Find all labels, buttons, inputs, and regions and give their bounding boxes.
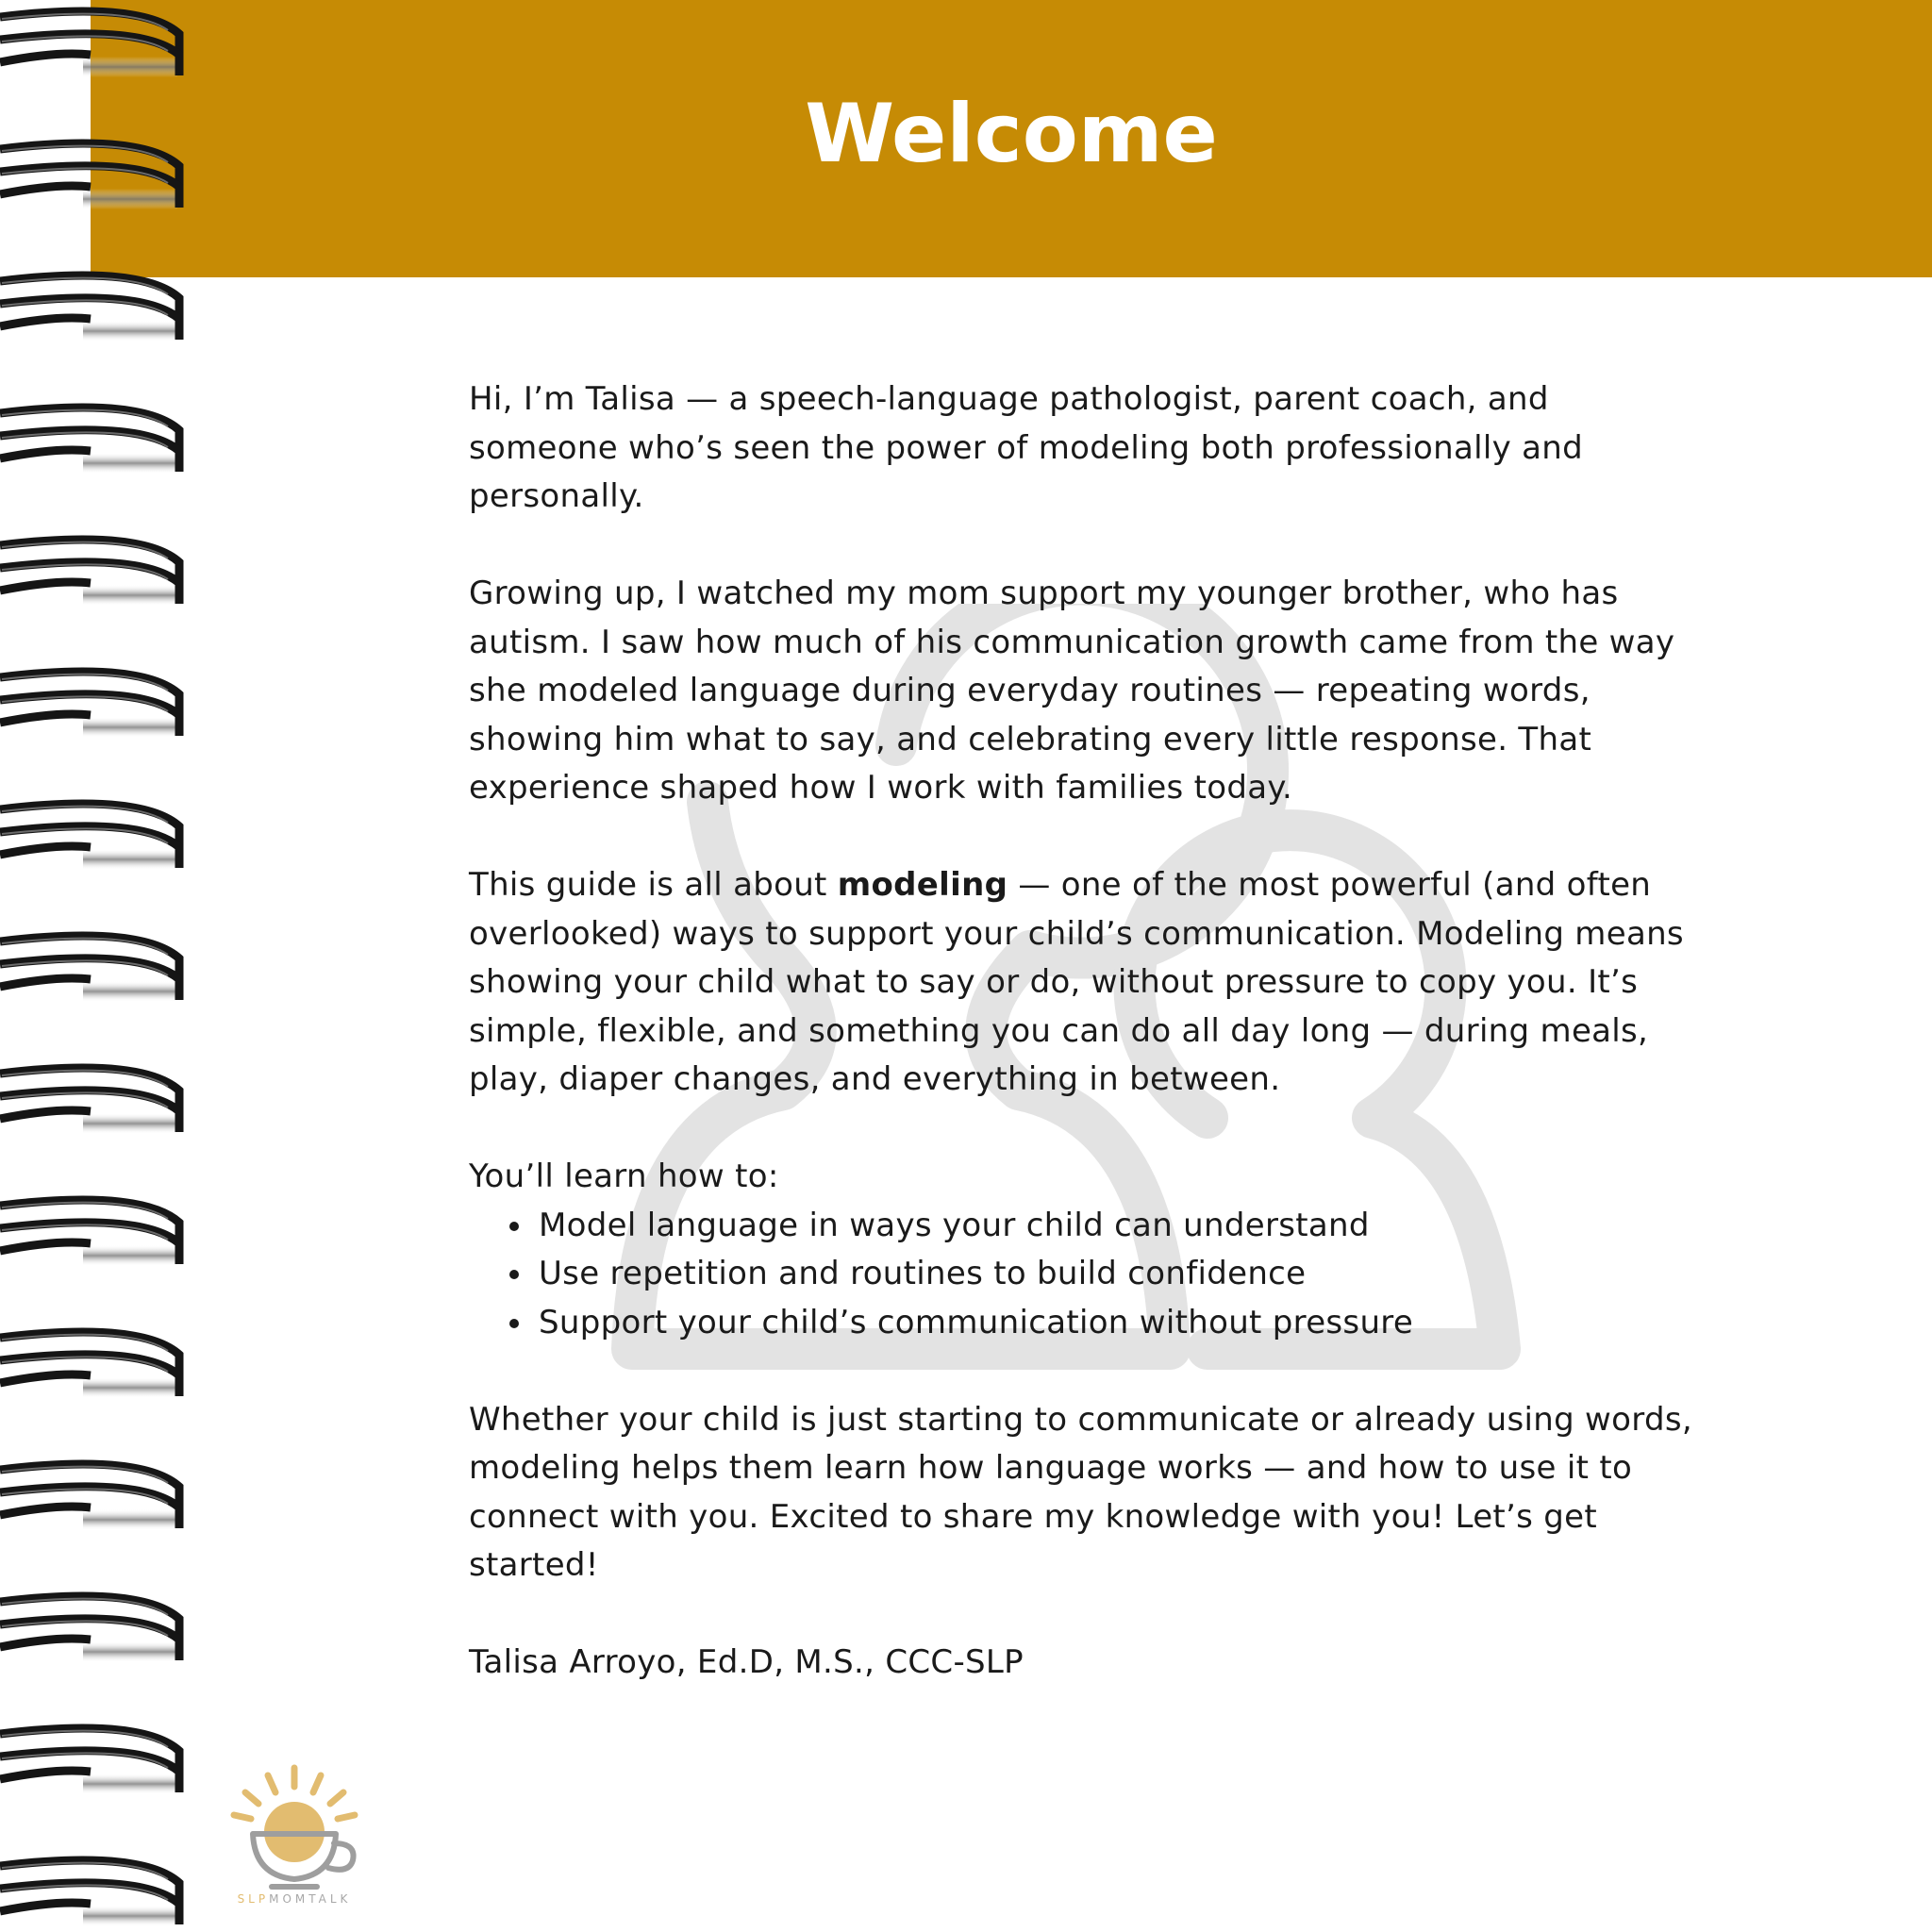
learn-intro: You’ll learn how to: [469, 1158, 779, 1195]
intro-paragraph: Hi, I’m Talisa — a speech-language pathologist, parent coach, and someone who’s seen the power of modeling both professionally and personally. [469, 380, 1583, 515]
binding-ring [0, 1068, 179, 1134]
binding-ring [0, 1728, 179, 1794]
binding-ring [0, 275, 179, 341]
guide-text-after: — one of the most powerful (and often overlooked) ways to support your child’s communication. Modeling means showing your child what to say or do, without pressure to copy you. It’s simple, flexible, and something you can do all day long — during meals, play, diaper changes, and everything in between. [469, 866, 1684, 1098]
brand-rest: MOMTALK [269, 1892, 352, 1906]
list-item: • Use repetition and routines to build confidence [535, 1250, 1695, 1299]
page-title: Welcome [805, 87, 1218, 181]
list-item: • Support your child’s communication without pressure [535, 1299, 1695, 1348]
learn-list [469, 1202, 1695, 1348]
list-item: • Model language in ways your child can understand [535, 1202, 1695, 1251]
binding-ring [0, 540, 179, 606]
binding-ring [0, 1332, 179, 1398]
binding-ring [0, 1860, 179, 1926]
binding-ring [0, 936, 179, 1002]
welcome-letter [469, 375, 1695, 1736]
story-paragraph: Growing up, I watched my mom support my younger brother, who has autism. I saw how much of his communication growth came from the way she modeled language during everyday routines — repeating words, showing him what to say, and celebrating every little response. That experience shaped how I work with families today. [469, 575, 1675, 807]
binding-ring [0, 672, 179, 738]
sun-coffee-cup-icon [219, 1757, 370, 1907]
binding-ring [0, 11, 179, 77]
binding-ring [0, 1200, 179, 1266]
signature: Talisa Arroyo, Ed.D, M.S., CCC-SLP [469, 1643, 1024, 1681]
spiral-binding [0, 0, 189, 1932]
guide-emphasis: modeling [837, 866, 1008, 904]
brand-logo-text [219, 1892, 370, 1906]
closing-paragraph: Whether your child is just starting to communicate or already using words, modeling helps them learn how language works — and how to use it to connect with you. Excited to share my knowledge with you! Let’s get started! [469, 1400, 1692, 1584]
binding-ring [0, 408, 179, 474]
binding-ring [0, 143, 179, 209]
guide-paragraph [469, 861, 1695, 1105]
brand-accent: SLP [237, 1892, 270, 1906]
binding-ring [0, 1596, 179, 1662]
guide-text-before: This guide is all about [469, 866, 838, 904]
binding-ring [0, 1464, 179, 1530]
binding-ring [0, 804, 179, 870]
